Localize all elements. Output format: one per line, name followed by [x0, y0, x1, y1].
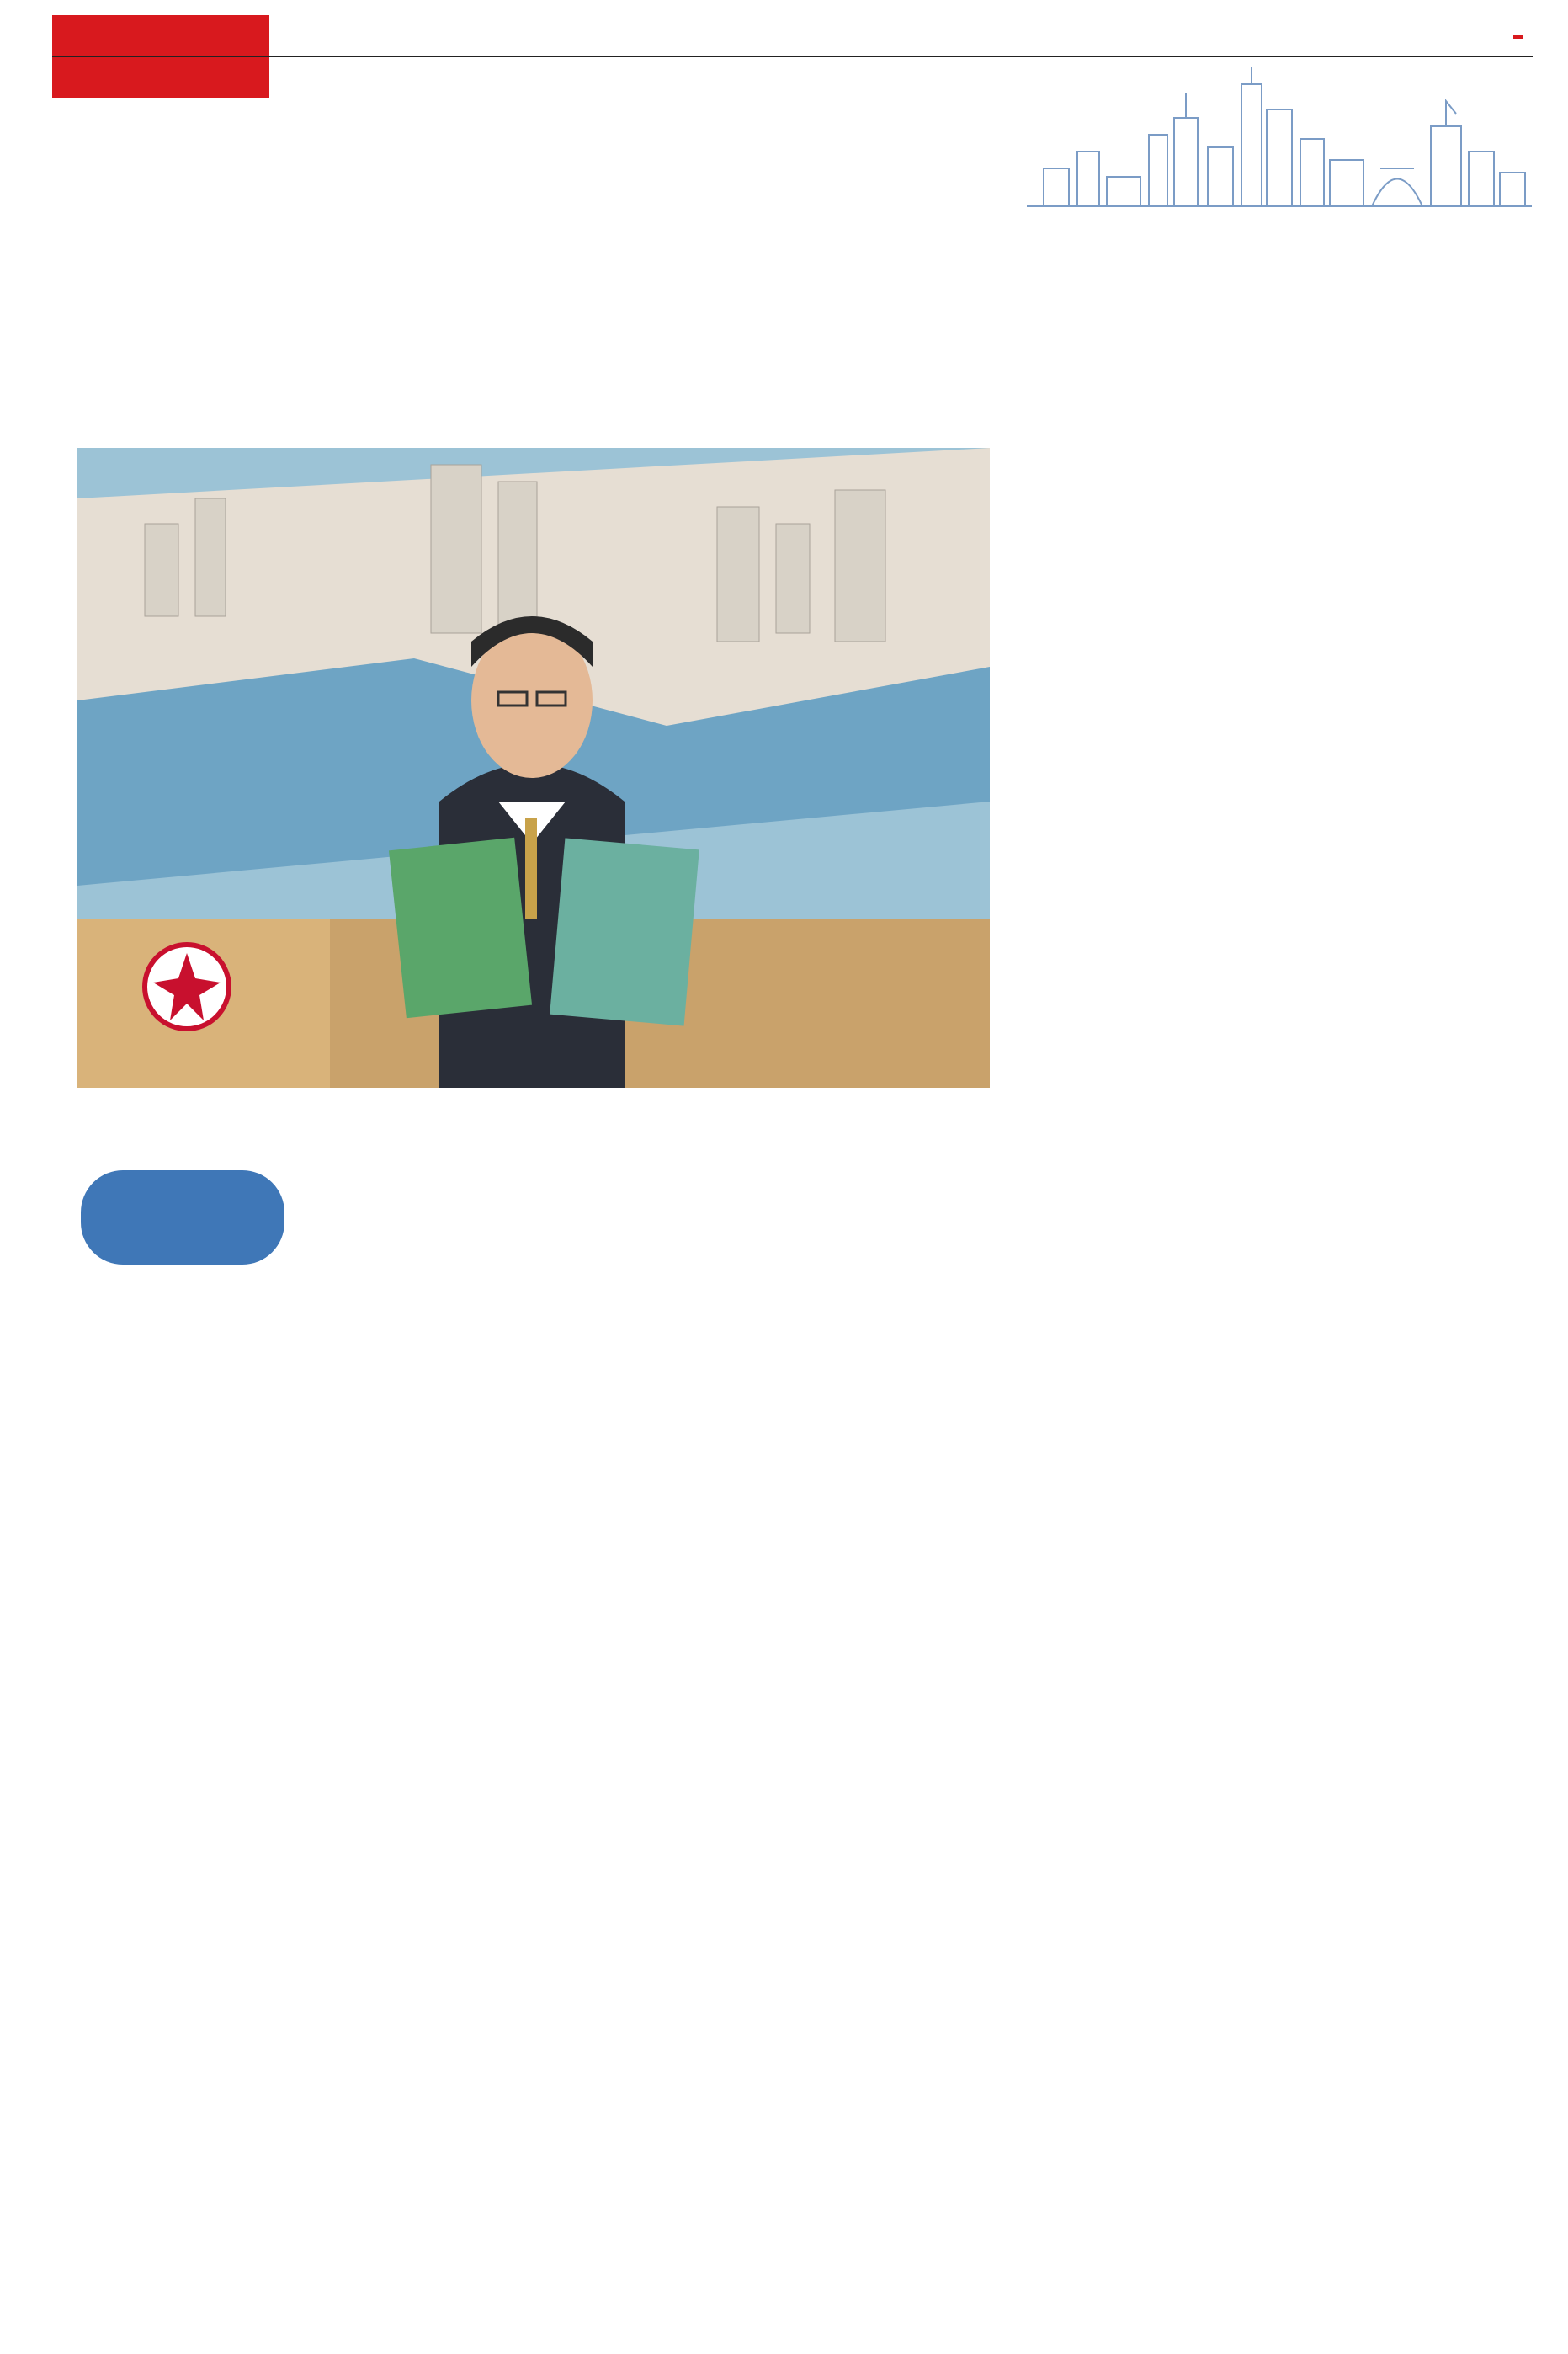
skyline-illustration	[1027, 67, 1532, 210]
paper-logo	[1513, 35, 1523, 39]
photo-illustration	[77, 448, 990, 1088]
page-header-info	[892, 20, 1532, 54]
section-stamp	[81, 1170, 284, 1265]
article-column-2	[557, 1372, 1007, 1430]
header-rule	[52, 56, 1533, 57]
news-photo	[77, 448, 990, 1088]
article-column-3	[1034, 453, 1485, 542]
article-column-1	[84, 1381, 532, 1462]
